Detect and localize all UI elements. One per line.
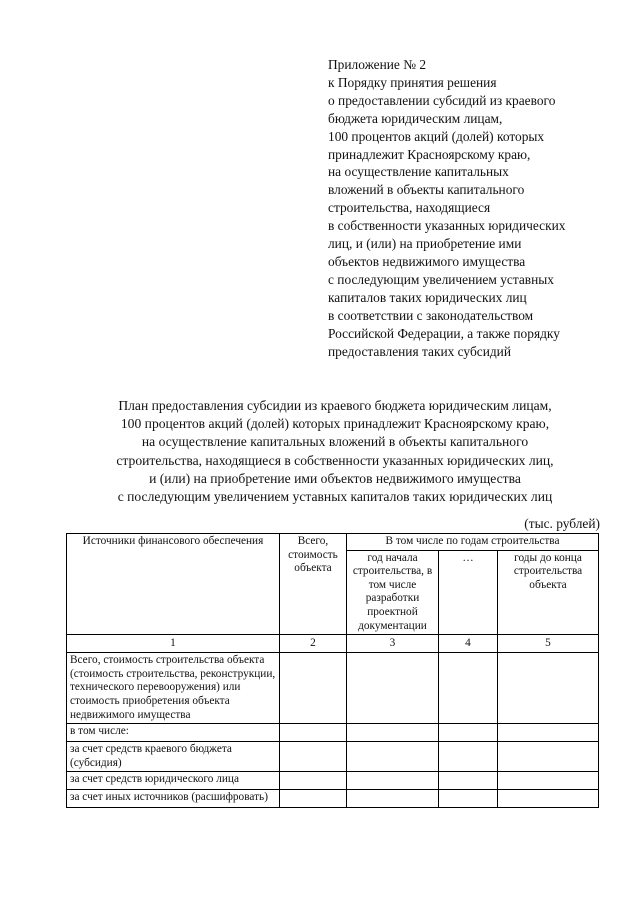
header-by-years: В том числе по годам строительства [347, 534, 599, 551]
table-cell [280, 653, 347, 724]
appendix-line: бюджета юридическим лицам, [328, 110, 503, 126]
appendix-line: к Порядку принятия решения [328, 74, 497, 90]
appendix-line: принадлежит Красноярскому краю, [328, 146, 531, 162]
table-cell [280, 790, 347, 808]
row-label: Всего, стоимость строительства объекта (стоимость строительства, реконструкции, технического перевооружения) или стоимость приобретения объекта недвижимого имущества [67, 653, 280, 724]
header-end-years: годы до конца строительства объекта [498, 550, 599, 635]
appendix-line: объектов недвижимого имущества [328, 253, 526, 269]
subsidy-plan-table [66, 533, 599, 808]
column-number: 4 [439, 635, 498, 653]
table-row [67, 790, 599, 808]
table-cell [280, 772, 347, 790]
table-cell [498, 742, 599, 772]
table-cell [439, 724, 498, 742]
title-line: на осуществление капитальных вложений в объекты капитального [141, 434, 529, 450]
table-cell [347, 772, 439, 790]
table-cell [498, 790, 599, 808]
table-row [67, 724, 599, 742]
title-line: с последующим увеличением уставных капиталов таких юридических лиц [117, 489, 553, 505]
appendix-line: о предоставлении субсидий из краевого [328, 92, 556, 108]
header-start-year: год начала строительства, в том числе разработки проектной документации [347, 550, 439, 635]
table-cell [439, 790, 498, 808]
header-sources: Источники финансового обеспечения [67, 534, 280, 635]
table-row [67, 653, 599, 724]
title-line: 100 процентов акций (долей) которых принадлежит Красноярскому краю, [120, 416, 550, 432]
title-line: строительства, находящиеся в собственности указанных юридических лиц, [116, 452, 554, 468]
table-row [67, 742, 599, 772]
appendix-line: на осуществление капитальных [328, 164, 509, 180]
appendix-line: с последующим увеличением уставных [328, 271, 554, 287]
appendix-line: в соответствии с законодательством [328, 307, 534, 323]
document-title [40, 397, 630, 506]
header-total: Всего, стоимость объекта [280, 534, 347, 635]
appendix-line: Приложение № 2 [328, 57, 427, 72]
title-line: План предоставления субсидии из краевого бюджета юридическим лицам, [118, 398, 552, 413]
appendix-line: вложений в объекты капитального [328, 182, 525, 198]
appendix-line: лиц, и (или) на приобретение ими [328, 236, 522, 252]
appendix-line: капиталов таких юридических лиц [328, 289, 527, 305]
column-number: 2 [280, 635, 347, 653]
table-cell [347, 742, 439, 772]
table-cell [347, 724, 439, 742]
header-ellipsis: … [439, 550, 498, 635]
table-cell [498, 724, 599, 742]
table-cell [498, 772, 599, 790]
row-label: за счет средств краевого бюджета (субсидия) [67, 742, 280, 772]
table-cell [498, 653, 599, 724]
appendix-line: в собственности указанных юридических [328, 218, 566, 234]
column-number: 1 [67, 635, 280, 653]
table-cell [280, 724, 347, 742]
units-label: (тыс. рублей) [524, 516, 600, 531]
title-line: и (или) на приобретение ими объектов недвижимого имущества [149, 470, 521, 486]
column-number: 5 [498, 635, 599, 653]
table-header-row [67, 534, 599, 551]
column-number: 3 [347, 635, 439, 653]
row-label: за счет средств юридического лица [67, 772, 280, 790]
table-cell [347, 653, 439, 724]
column-numbers-row [67, 635, 599, 653]
appendix-line: строительства, находящиеся [328, 200, 491, 216]
appendix-line: Российской Федерации, а также порядку [328, 325, 560, 341]
table-cell [439, 772, 498, 790]
appendix-header [328, 56, 628, 360]
row-label: за счет иных источников (расшифровать) [67, 790, 280, 808]
table-cell [439, 653, 498, 724]
table-row [67, 772, 599, 790]
appendix-line: предоставления таких субсидий [328, 343, 512, 359]
appendix-line: 100 процентов акций (долей) которых [328, 128, 545, 144]
table-cell [280, 742, 347, 772]
table-cell [439, 742, 498, 772]
row-label: в том числе: [67, 724, 280, 742]
table-cell [347, 790, 439, 808]
